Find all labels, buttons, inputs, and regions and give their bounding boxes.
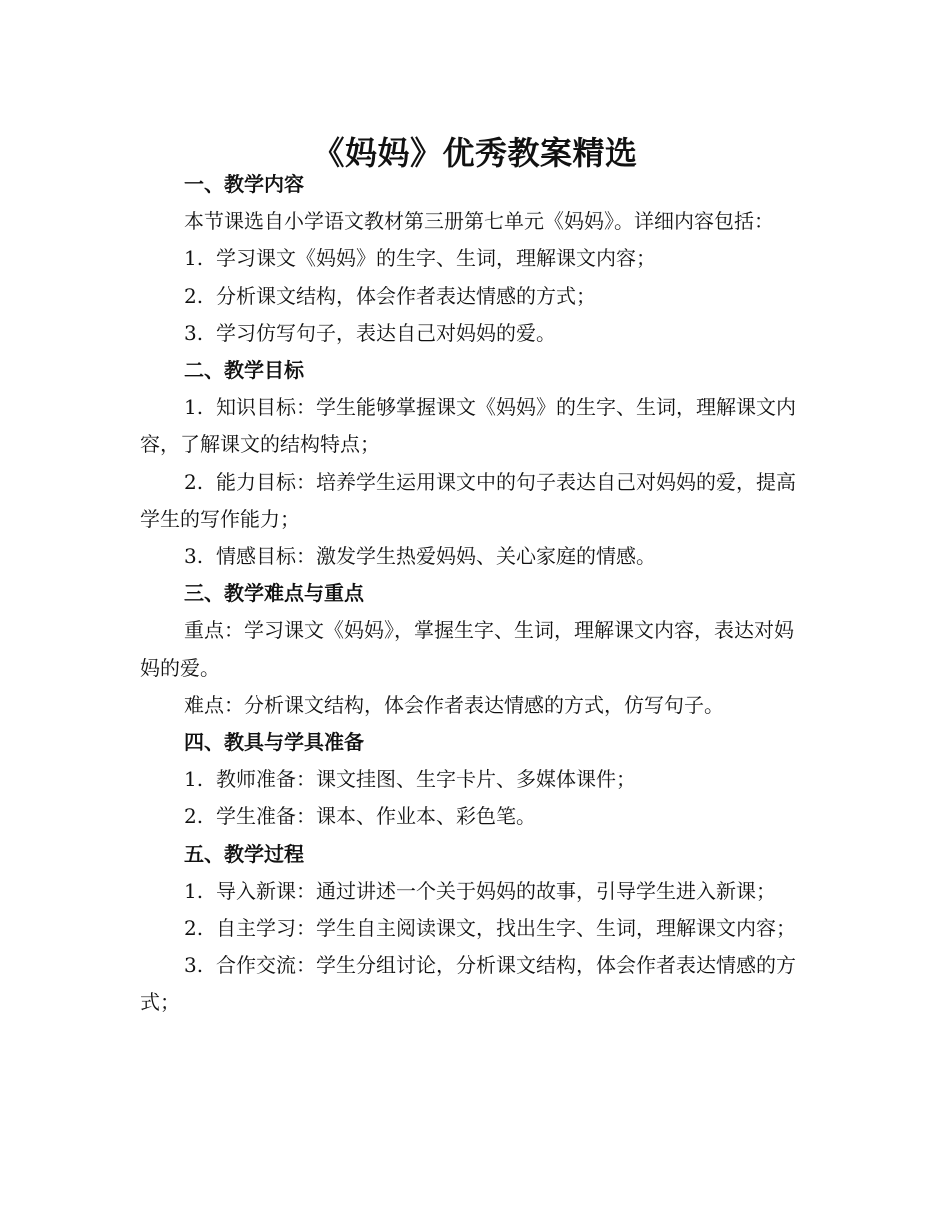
document-title: 《妈妈》优秀教案精选: [312, 134, 638, 173]
list-item-text: 自主学习：学生自主阅读课文，找出生字、生词，理解课文内容；: [216, 916, 796, 941]
list-number: 2.: [184, 283, 204, 308]
list-item-text: 能力目标：培养学生运用课文中的句子表达自己对妈妈的爱，提高学生的写作能力；: [140, 469, 796, 531]
list-item: [140, 464, 812, 538]
paragraph-text: 本节课选自小学语文教材第三册第七单元《妈妈》。详细内容包括：: [184, 209, 774, 234]
list-item-text: 知识目标：学生能够掌握课文《妈妈》的生字、生词，理解课文内容，了解课文的结构特点；: [140, 395, 796, 457]
list-number: 3.: [184, 544, 204, 569]
list-item: [140, 910, 812, 947]
list-number: 3.: [184, 953, 204, 978]
list-item: [140, 947, 812, 1021]
list-item: [140, 873, 812, 910]
section-heading: 五、教学过程: [184, 841, 304, 866]
list-item: [140, 278, 812, 315]
list-number: 2.: [184, 916, 204, 941]
list-number: 1.: [184, 767, 204, 792]
list-item: [140, 315, 812, 352]
list-item-text: 导入新课：通过讲述一个关于妈妈的故事，引导学生进入新课；: [216, 878, 776, 903]
list-number: 1.: [184, 246, 204, 271]
list-number: 1.: [184, 878, 204, 903]
list-item: [140, 798, 812, 835]
paragraph: [140, 687, 812, 724]
list-item: [140, 538, 812, 575]
list-number: 2.: [184, 469, 204, 494]
paragraph-text: 重点：学习课文《妈妈》，掌握生字、生词，理解课文内容，表达对妈妈的爱。: [140, 618, 794, 680]
paragraph: [140, 612, 812, 686]
list-item-text: 分析课文结构，体会作者表达情感的方式；: [216, 283, 596, 308]
list-item-text: 学生准备：课本、作业本、彩色笔。: [216, 804, 536, 829]
list-item-text: 合作交流：学生分组讨论，分析课文结构，体会作者表达情感的方式；: [140, 953, 796, 1015]
section-heading: 三、教学难点与重点: [184, 581, 364, 606]
document-body: [140, 166, 812, 1022]
list-item-text: 学习仿写句子，表达自己对妈妈的爱。: [216, 320, 556, 345]
section-heading: 二、教学目标: [184, 358, 304, 383]
list-item-text: 情感目标：激发学生热爱妈妈、关心家庭的情感。: [216, 544, 656, 569]
list-number: 1.: [184, 395, 204, 420]
list-number: 3.: [184, 320, 204, 345]
paragraph: [140, 203, 812, 240]
paragraph-text: 难点：分析课文结构，体会作者表达情感的方式，仿写句子。: [184, 692, 724, 717]
list-item: [140, 240, 812, 277]
section-heading: 一、教学内容: [184, 172, 304, 196]
list-number: 2.: [184, 804, 204, 829]
list-item-text: 教师准备：课文挂图、生字卡片、多媒体课件；: [216, 767, 636, 792]
list-item: [140, 389, 812, 463]
section-heading: 四、教具与学具准备: [184, 730, 364, 755]
list-item: [140, 761, 812, 798]
list-item-text: 学习课文《妈妈》的生字、生词，理解课文内容；: [216, 246, 656, 271]
